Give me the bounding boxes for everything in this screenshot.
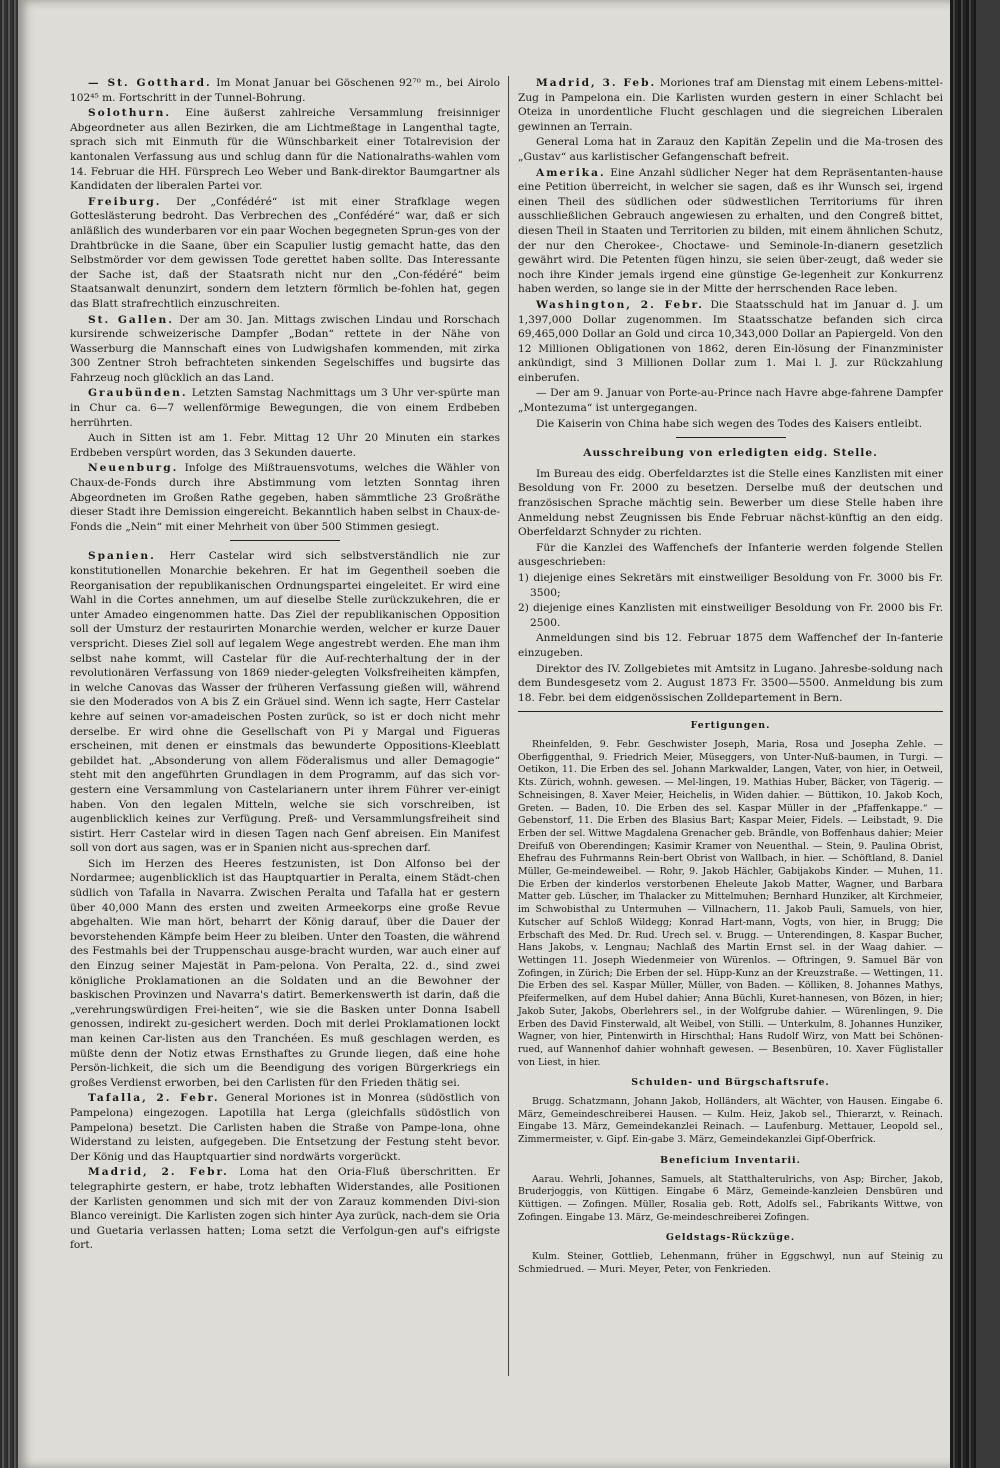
geldstags-heading: Geldstags-Rückzüge. xyxy=(665,1232,796,1244)
notice-list-item: 1) diejenige eines Sekretärs mit einstweiliger Besoldung von Fr. 3000 bis Fr. 3500; xyxy=(518,572,943,599)
beneficium-heading: Beneficium Inventarii. xyxy=(660,1154,801,1166)
article-amerika: Amerika. Eine Anzahl südlicher Neger hat dem Repräsentanten-hause eine Petition überreicht, in welcher sie sagen, daß es ihr Wunsch sei, irgend einen Theil des südlichen oder südwestlichen Territoriums für ihren ausschließlichen Gebrauch angewiesen zu erhalten, und den Congreß bittet, diesen Theil in Staaten und Territorien zu bilden, mit einem ähnlichen Schutz, der nur den Cherokee-, Choctawe- und Seminole-In-dianern gesetzlich gewährt wird. Die Petenten fügen hinzu, sie seien über-zeugt, daß weder sie noch ihre Kinder jemals irgend eine günstige Ge-legenheit zur Konkurrenz haben werden, so lange sie in der Mitte der herrschenden Race leben. xyxy=(518,166,943,296)
left-column xyxy=(70,76,500,1254)
article-madrid-3: Madrid, 3. Feb. Moriones traf am Dienstag mit einem Lebens-mittel-Zug in Pampelona ein. Die Karlisten wurden gestern in einer Schlacht bei Oteiza in unordentliche Flucht geschlagen und die siegreichen Liberalen gewinnen an Terrain. xyxy=(518,77,943,133)
fertigungen-heading: Fertigungen. xyxy=(690,720,771,732)
schulden-heading: Schulden- und Bürgschaftsrufe. xyxy=(631,1077,830,1089)
right-column xyxy=(518,76,943,1277)
page-edge xyxy=(950,0,976,1468)
fertigungen-section xyxy=(518,720,943,1276)
section-rule xyxy=(676,437,786,438)
article-loma: General Loma hat in Zarauz den Kapitän Zepelin und die Ma-trosen des „Gustav“ aus karlistischer Gefangenschaft befreit. xyxy=(518,136,943,163)
notice-paragraph: Im Bureau des eidg. Oberfeldarztes ist die Stelle eines Kanzlisten mit einer Besoldung von Fr. 2000 zu besetzen. Derselbe muß der deutschen und französischen Sprache mächtig sein. Bewerber um diese Stelle haben ihre Anmeldung nebst Zeugnissen bis Ende Februar nächst-künftig an den eidg. Oberfeldarzt Schnyder zu richten. xyxy=(518,467,943,539)
article-graubuenden: Graubünden. Letzten Samstag Nachmittags um 3 Uhr ver-spürte man in Chur ca. 6—7 wellenförmige Bewegungen, die von einem Erdbeben herrührten. xyxy=(70,387,500,429)
article-spanien-cont: Sich im Herzen des Heeres festzunisten, ist Don Alfonso bei der Nordarmee; augenblicklich ist das Hauptquartier in Peralta, einem Städt-chen südlich von Tafalla in Navarra. Zwischen Peralta und Tafalla hat er gestern über 40,000 Mann des ersten und zweiten Armeekorps eine große Revue abgehalten. Wie man hört, beharrt der König darauf, über die Dauer der bevorstehenden Kämpfe beim Heer zu bleiben. Unter den Toasten, die während des Festmahls bei der Truppenschau ausge-bracht wurden, war auch einer auf den Einzug seiner Majestät in Pam-pelona. Von Peralta, 22. d., sind zwei königliche Proklamationen an die Soldaten und an die Bewohner der baskischen Provinzen und Navarra's datirt. Bemerkenswerth ist darin, daß die „verehrungswürdigen Frei-heiten“, wie sie die Basken unter Donna Isabell genossen, indirekt zu-gesichert werden. Doch mit derlei Proklamationen lockt man keinen Car-listen aus den Tranchéen. Es muß geschlagen werden, es müßte denn der Notiz etwas Ernsthaftes zu Grunde liegen, daß eine hohe Persön-lichkeit, die sich um die Beendigung des vorigen Bürgerkriegs ein großes Verdienst erworben, bei den Carlisten für den Frieden thätig sei. xyxy=(70,857,500,1089)
article-sitten: Auch in Sitten ist am 1. Febr. Mittag 12 Uhr 20 Minuten ein starkes Erdbeben verspürt worden, das 3 Sekunden dauerte. xyxy=(70,432,500,459)
schulden-text: Brugg. Schatzmann, Johann Jakob, Holländers, alt Wächter, von Hausen. Eingabe 6. März, Gemeindeschreiberei Hausen. — Kulm. Heiz, Jakob sel., Thierarzt, v. Reinach. Eingabe 13. März, Gemeindekanzlei Reinach. — Laufenburg. Mettauer, Leopold sel., Zimmermeister, v. Gipf. Ein-gabe 3. März, Gemeindekanzlei Gipf-Oberfrick. xyxy=(518,1096,943,1146)
column-divider xyxy=(508,76,509,1376)
section-rule xyxy=(230,540,340,541)
fertigungen-text: Rheinfelden, 9. Febr. Geschwister Joseph, Maria, Rosa und Josepha Zehle. — Oberfiggenthal, 9. Friedrich Meier, Müseggers, von Unter-Nuß-baumen, in Turgi. — Oetikon, 11. Die Erben des sel. Johann Markwalder, Langen, Vater, von hier, in Oetweil, Kts. Zürich, wohnh. gewesen. — Mel-lingen, 19. Mathias Huber, Bäcker, von Tägerig. — Schneisingen, 8. Xaver Meier, Heichelis, in Widen dahier. — Büttikon, 10. Jakob Koch, Greten. — Baden, 10. Die Erben des sel. Kaspar Müller in der „Pfaffenkappe.“ — Gebenstorf, 11. Die Erben des Blasius Bart; Kaspar Meier, Fidels. — Leibstadt, 9. Die Erben der sel. Wittwe Magdalena Grenacher geb. Brändle, von Boffenhaus dahier; Meier Dreifuß von Oberendingen; Kasimir Kramer von Neuenthal. — Stein, 9. Paulina Obrist, Ehefrau des Fuhrmanns Rein-bert Obrist von Wallbach, in hier. — Schöftland, 8. Daniel Müller, Ge-meindeweibel. — Rohr, 9. Jakob Hächler, Gabijakobs Kinder. — Muhen, 11. Die Erben der kinderlos verstorbenen Eheleute Jakob Matter, Wagner, und Barbara Matter geb. Lüscher, im Thalacker zu Mittelmuhen; Bernhard Hunziker, alt Kirchmeier, im Schwobisthal zu Untermuhen — Villnachern, 11. Jakob Pauli, Samuels, von hier, Kutscher auf Schloß Wildegg; Konrad Hart-mann, Vogts, von hier, in Brugg; Die Erbschaft des Med. Dr. Rud. Urech sel. v. Brugg. — Unterendingen, 8. Kaspar Bucher, Hans Jakobs, v. Lengnau; Nachlaß des Martin Ernst sel. in der Waag dahier. — Wettingen 11. Joseph Wiedenmeier von Würenlos. — Oftringen, 9. Samuel Bär von Zofingen, in Zürich; Die Erben der sel. Hüpp-Kunz an der Kreuzstraße. — Wettingen, 11. Die Erben des sel. Kaspar Müller, Müller, von Baden. — Kölliken, 8. Johannes Mathys, Pfeifermelken, auf dem Hubel dahier; Anna Büchli, Kuret-hannesen, von Bözen, in hier; Jakob Suter, Jakobs, Oberlehrers sel., in der Wolfgrube dahier. — Würenlingen, 9. Die Erben des David Finsterwald, alt Weibel, von Stilli. — Unterkulm, 8. Johannes Hunziker, Wagner, von hier, Pintenwirth in Hirschthal; Hans Rudolf Wirz, von Matt bei Schönen-rued, auf Wannenhof dahier wohnhaft gewesen. — Besenbüren, 10. Xaver Füglistaller von Liest, in hier. xyxy=(518,739,943,1068)
article-st-gallen: St. Gallen. Der am 30. Jan. Mittags zwischen Lindau und Rorschach kursirende schweizerische Dampfer „Bodan“ rettete in der Nähe von Wasserburg die Mannschaft eines von Ludwigshafen kommenden, mit zirka 300 Zentner Stroh befrachteten sinkenden Segelschiffes und bugsirte das Fahrzeug noch glücklich an das Land. xyxy=(70,313,501,384)
section-rule xyxy=(518,711,943,712)
article-freiburg: Freiburg. Der „Confédéré“ ist mit einer Strafklage wegen Gotteslästerung bedroht. Das Verbrechen des „Confédéré“ war, daß er sich anläßlich des wunderbaren vor ein paar Wochen begegneten Sprun-ges von der Drahtbrücke in die Saane, über ein Scapulier lustig gemacht hatte, das den Selbstmörder vor dem gewissen Tode gerettet haben sollte. Das Interessante der Sache ist, daß der Staatsrath nicht nur den „Con-fédéré“ beim Staatsanwalt denunzirt, sondern dem letztern förmlich be-fohlen hat, gegen das Blatt strafrechtlich einzuschreiten. xyxy=(70,195,500,310)
notice-closing: Direktor des IV. Zollgebietes mit Amtsitz in Lugano. Jahresbe-soldung nach dem Bundesgesetz vom 2. August 1873 Fr. 3500—5500. Anmeldung bis zum 18. Febr. bei dem eidgenössischen Zolldepartement in Bern. xyxy=(518,662,943,704)
beneficium-text: Aarau. Wehrli, Johannes, Samuels, alt Statthalterulrichs, von Asp; Bircher, Jakob, Bruderjoggis, von Küttigen. Eingabe 6 März, Gemeinde-kanzleien Densbüren und Küttigen. — Zofingen. Müller, Rosalia geb. Rott, Adolfs sel., Fabrikants Wittwe, von Zofingen. Eingabe 13. März, Ge-meindeschreiberei Zofingen. xyxy=(518,1173,943,1223)
article-china: Die Kaiserin von China habe sich wegen des Todes des Kaisers entleibt. xyxy=(536,417,923,430)
notice-paragraph: Für die Kanzlei des Waffenchefs der Infanterie werden folgende Stellen ausgeschrieben: xyxy=(518,541,943,569)
article-neuenburg: Neuenburg. Infolge des Mißtrauensvotums, welches die Wähler von Chaux-de-Fonds durch ihre Abstimmung vom letzten Sonntag ihren Abgeordneten im Großen Rathe gegeben, haben sämmtliche 23 Großräthe dieser Stadt ihre Demission eingereicht. Bekanntlich haben selbst in Chaux-de-Fonds die „Nein“ mit einer Mehrheit von über 500 Stimmen gesiegt. xyxy=(70,462,500,533)
notice-heading: Ausschreibung von erledigten eidg. Stelle. xyxy=(583,447,878,460)
article-montezuma: — Der am 9. Januar von Porte-au-Prince nach Havre abge-fahrene Dampfer „Montezuma“ ist untergegangen. xyxy=(518,387,943,415)
article-tafalla: Tafalla, 2. Febr. General Moriones ist in Monrea (südöstlich von Pampelona) eingezogen. Lapotilla hat Lerga (gleichfalls südöstlich von Pampelona) besetzt. Die Carlisten haben die Straße von Pampe-lona, ohne Widerstand zu leisten, aufgegeben. Die Entsetzung der Festung steht bevor. Der König und das Hauptquartier sind nordwärts vorgerückt. xyxy=(70,1092,500,1163)
notice-closing: Anmeldungen sind bis 12. Februar 1875 dem Waffenchef der In-fanterie einzugeben. xyxy=(518,632,943,659)
article-gotthard: — St. Gotthard. Im Monat Januar bei Göschenen 92⁷⁰ m., bei Airolo 102⁴⁵ m. Fortschritt in der Tunnel-Bohrung. xyxy=(70,77,500,104)
article-madrid-2: Madrid, 2. Febr. Loma hat den Oria-Fluß überschritten. Er telegraphirte gestern, er habe, trotz lebhaften Widerstandes, alle Positionen der Karlisten genommen und sich mit der von Zarauz kommenden Divi-sion Blanco vereinigt. Die Karlisten zogen sich hinter Aya zurück, nach-dem sie Oria und Guetaria verlassen hatten; Loma setzt die Verfolgun-gen auf's eifrigste fort. xyxy=(70,1166,501,1252)
article-spanien: Spanien. Herr Castelar wird sich selbstverständlich nie zur konstitutionellen Monarchie bekehren. Er hat im Gegentheil soeben die Reorganisation der republikanischen Ordnungspartei eingeleitet. Er wird eine Wahl in die Cortes annehmen, um auf dieselbe Stelle zurückzukehren, die er unter Amadeo eingenommen hatte. Das Ziel der republikanischen Opposition soll der Umsturz der restaurirten Monarchie werden, welcher er kurze Dauer verspricht. Dieses Ziel soll auf legalem Wege angestrebt werden. Ehe man ihm selbst nahe kommt, will Castelar für die Auf-rechterhaltung der in der revolutionären Verfassung von 1869 nieder-gelegten Volksfreiheiten kämpfen, in welche Canovas das Wasser der früheren Verfassung gießen will, während sie den Moderados von A bis Z ein Gräuel sind. Wenn ich sagte, Herr Castelar kehre auf seinen vor-amadeischen Posten zurück, so ist er doch nicht mehr derselbe. Er wird ohne die Gesellschaft von Pi y Margal und Figueras erscheinen, mit denen er einstmals das bewunderte Oppositions-Kleeblatt gebildet hat. „Absonderung von allem Föderalismus und aller Demagogie“ steht mit den angeführten Grundlagen in dem Programm, auf das sich vor-gestern eine Versammlung von Castelarianern unter ihrem Führer ver-einigt haben. Von den legalen Mitteln, welche sie sich vorschreiben, ist augenblicklich keines zur Verfügung. Preß- und Versammlungsfreiheit sind sistirt. Herr Castelar wird in diesen Tagen nach Genf abreisen. Ein Manifest soll von dort aus sagen, was er in Spanien nicht aus-sprechen darf. xyxy=(70,550,500,855)
geldstags-text: Kulm. Steiner, Gottlieb, Lehenmann, früher in Eggschwyl, nun auf Steinig zu Schmiedrued. — Muri. Meyer, Peter, von Fenkrieden. xyxy=(518,1251,943,1275)
notice-list-item: 2) diejenige eines Kanzlisten mit einstweiliger Besoldung von Fr. 2000 bis Fr. 2500. xyxy=(518,602,943,629)
article-washington: Washington, 2. Febr. Die Staatsschuld hat im Januar d. J. um 1,397,000 Dollar zugenommen. Im Staatsschatze befanden sich circa 69,465,000 Dollar an Gold und circa 10,343,000 Dollar an Papiergeld. Von den 12 Millionen Obligationen von 1862, deren Ein-lösung der Finanzminister ankündigt, sind 3 Millionen Dollar zum 1. Mai l. J. zur Rückzahlung einberufen. xyxy=(518,298,943,384)
article-solothurn: Solothurn. Eine äußerst zahlreiche Versammlung freisinniger Abgeordneter aus allen Bezirken, die am Lichtmeßtage in Langenthal tagte, sprach sich mit Einmuth für die Wünschbarkeit einer Totalrevision der kantonalen Verfassung aus und schlug dann für die Nationalraths-wahlen vom 14. Februar die HH. Fürsprech Leo Weber und Bank-direktor Baumgartner als Kandidaten der liberalen Partei vor. xyxy=(70,107,500,193)
